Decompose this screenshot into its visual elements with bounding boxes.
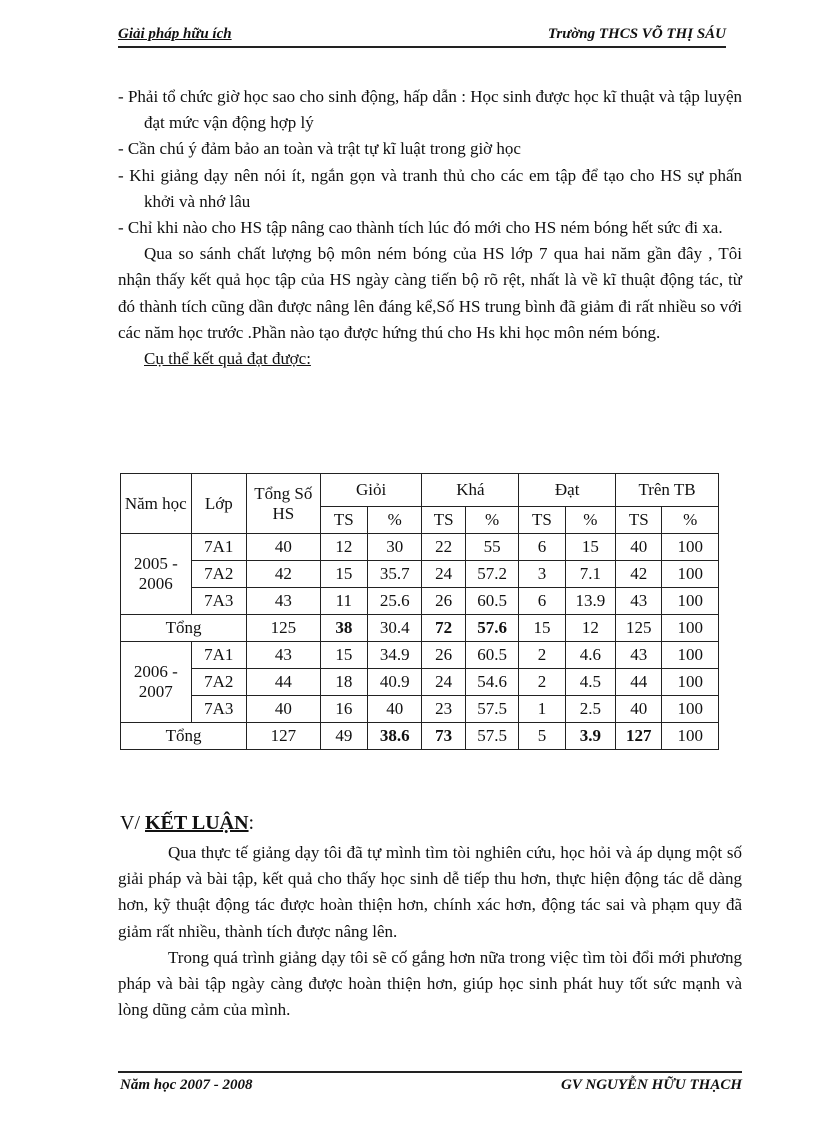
header-group: Trên TB: [616, 474, 719, 507]
cell: 43: [247, 642, 321, 669]
cell: 57.2: [465, 561, 518, 588]
cell: 43: [616, 588, 662, 615]
header-group: Đạt: [519, 474, 616, 507]
cell: 43: [616, 642, 662, 669]
cell: 3.9: [565, 723, 615, 750]
cell: 44: [616, 669, 662, 696]
total-label: Tổng: [121, 615, 247, 642]
year-cell: 2006 - 2007: [121, 642, 192, 723]
cell: 24: [422, 669, 465, 696]
cell: 100: [662, 615, 719, 642]
cell: 40: [616, 696, 662, 723]
cell: 13.9: [565, 588, 615, 615]
table-row: [121, 696, 719, 723]
cell: 2: [519, 642, 565, 669]
cell: 6: [519, 588, 565, 615]
cell: 38.6: [368, 723, 422, 750]
header-right: Trường THCS VÕ THỊ SÁU: [547, 26, 726, 42]
bullet-item: - Chỉ khi nào cho HS tập nâng cao thành tích lúc đó mới cho HS ném bóng hết sức đi xa.: [118, 218, 723, 238]
footer-left: Năm học 2007 - 2008: [120, 1077, 253, 1093]
sub-ts: TS: [422, 507, 465, 534]
section-number: V/: [120, 812, 145, 834]
cell: 125: [616, 615, 662, 642]
cell: 12: [320, 534, 367, 561]
conclusion-paragraph: Qua thực tế giảng dạy tôi đã tự mình tìm tòi nghiên cứu, học hỏi và áp dụng một số giải pháp và bài tập, kết quả cho thấy học sinh dễ tiếp thu hơn, thực hiện động tác dễ dàng hơn, kỹ thuật động tác được hoàn thiện hơn, chính xác hơn, động tác sai và phạm quy đã giảm rất nhiều, thành tích được nâng lên.: [118, 843, 742, 941]
cell: 24: [422, 561, 465, 588]
cell: 15: [320, 561, 367, 588]
cell: 100: [662, 534, 719, 561]
cell: 4.5: [565, 669, 615, 696]
cell: 72: [422, 615, 465, 642]
cell: 30.4: [368, 615, 422, 642]
cell: 127: [247, 723, 321, 750]
sub-pct: %: [465, 507, 518, 534]
cell: 15: [320, 642, 367, 669]
bullet-item: - Phải tổ chức giờ học sao cho sinh động, hấp dẫn : Học sinh được học kĩ thuật và tập luyện đạt mức vận động hợp lý: [118, 87, 742, 133]
cell: 7A1: [191, 642, 246, 669]
sub-ts: TS: [616, 507, 662, 534]
sub-pct: %: [368, 507, 422, 534]
section-heading: [120, 812, 254, 835]
cell: 7A2: [191, 669, 246, 696]
cell: 6: [519, 534, 565, 561]
cell: 44: [247, 669, 321, 696]
header-class: Lớp: [191, 474, 246, 534]
header-left: Giải pháp hữu ích: [118, 26, 232, 42]
cell: 18: [320, 669, 367, 696]
cell: 100: [662, 588, 719, 615]
cell: 7A2: [191, 561, 246, 588]
table-row: [121, 642, 719, 669]
cell: 100: [662, 642, 719, 669]
cell: 7A1: [191, 534, 246, 561]
table-row: [121, 669, 719, 696]
cell: 25.6: [368, 588, 422, 615]
cell: 26: [422, 588, 465, 615]
cell: 23: [422, 696, 465, 723]
cell: 5: [519, 723, 565, 750]
cell: 40.9: [368, 669, 422, 696]
cell: 40: [616, 534, 662, 561]
cell: 57.5: [465, 723, 518, 750]
table-total-row: [121, 615, 719, 642]
cell: 60.5: [465, 588, 518, 615]
cell: 43: [247, 588, 321, 615]
cell: 100: [662, 696, 719, 723]
table-row: [121, 561, 719, 588]
cell: 73: [422, 723, 465, 750]
cell: 1: [519, 696, 565, 723]
cell: 100: [662, 669, 719, 696]
cell: 42: [616, 561, 662, 588]
cell: 22: [422, 534, 465, 561]
header-total: Tổng Số HS: [247, 474, 321, 534]
cell: 12: [565, 615, 615, 642]
table-header-row: [121, 474, 719, 507]
year-cell: 2005 - 2006: [121, 534, 192, 615]
header-group: Khá: [422, 474, 519, 507]
table-row: [121, 588, 719, 615]
results-table: [120, 473, 719, 750]
header-year: Năm học: [121, 474, 192, 534]
bullet-item: - Khi giảng dạy nên nói ít, ngắn gọn và tranh thủ cho các em tập để tạo cho HS sự phấn khởi và nhớ lâu: [118, 165, 742, 211]
cell: 7A3: [191, 696, 246, 723]
cell: 40: [368, 696, 422, 723]
cell: 57.5: [465, 696, 518, 723]
cell: 60.5: [465, 642, 518, 669]
cell: 35.7: [368, 561, 422, 588]
cell: 15: [565, 534, 615, 561]
cell: 127: [616, 723, 662, 750]
cell: 40: [247, 696, 321, 723]
sub-ts: TS: [320, 507, 367, 534]
cell: 3: [519, 561, 565, 588]
cell: 11: [320, 588, 367, 615]
cell: 54.6: [465, 669, 518, 696]
cell: 34.9: [368, 642, 422, 669]
cell: 49: [320, 723, 367, 750]
sub-pct: %: [662, 507, 719, 534]
cell: 57.6: [465, 615, 518, 642]
cell: 15: [519, 615, 565, 642]
sub-ts: TS: [519, 507, 565, 534]
cell: 100: [662, 561, 719, 588]
section-title: KẾT LUẬN: [145, 812, 249, 834]
results-heading: Cụ thể kết quả đạt được:: [144, 349, 311, 369]
footer-right: GV NGUYỄN HỮU THẠCH: [561, 1077, 742, 1093]
cell: 125: [247, 615, 321, 642]
sub-pct: %: [565, 507, 615, 534]
table-total-row: [121, 723, 719, 750]
cell: 16: [320, 696, 367, 723]
cell: 30: [368, 534, 422, 561]
cell: 55: [465, 534, 518, 561]
cell: 42: [247, 561, 321, 588]
total-label: Tổng: [121, 723, 247, 750]
table-row: [121, 534, 719, 561]
conclusion-body: [118, 840, 742, 1023]
conclusion-paragraph: Trong quá trình giảng dạy tôi sẽ cố gắng hơn nữa trong việc tìm tòi đổi mới phương pháp và bài tập ngày càng được hoàn thiện hơn, giúp học sinh phát huy tốt sức mạnh và lòng dũng cảm của mình.: [118, 947, 742, 1020]
cell: 2: [519, 669, 565, 696]
cell: 26: [422, 642, 465, 669]
section-colon: :: [248, 812, 255, 834]
cell: 2.5: [565, 696, 615, 723]
header-group: Giỏi: [320, 474, 422, 507]
bullet-item: - Cần chú ý đảm bảo an toàn và trật tự kĩ luật trong giờ học: [118, 139, 521, 159]
cell: 40: [247, 534, 321, 561]
cell: 7A3: [191, 588, 246, 615]
cell: 100: [662, 723, 719, 750]
comparison-paragraph: Qua so sánh chất lượng bộ môn ném bóng của HS lớp 7 qua hai năm gần đây , Tôi nhận thấy kết quả học tập của HS ngày càng tiến bộ rõ rệt, nhất là về kĩ thuật động tác, từ đó thành tích cũng dần được nâng lên đáng kể,Số HS trung bình đã giảm đi rất nhiều so với các năm học trước .Phần nào tạo được hứng thú cho Hs khi học môn ném bóng.: [118, 244, 742, 342]
cell: 7.1: [565, 561, 615, 588]
page-header: [118, 24, 726, 48]
page-footer: [118, 1071, 742, 1097]
cell: 38: [320, 615, 367, 642]
cell: 4.6: [565, 642, 615, 669]
body-top: [118, 84, 742, 372]
